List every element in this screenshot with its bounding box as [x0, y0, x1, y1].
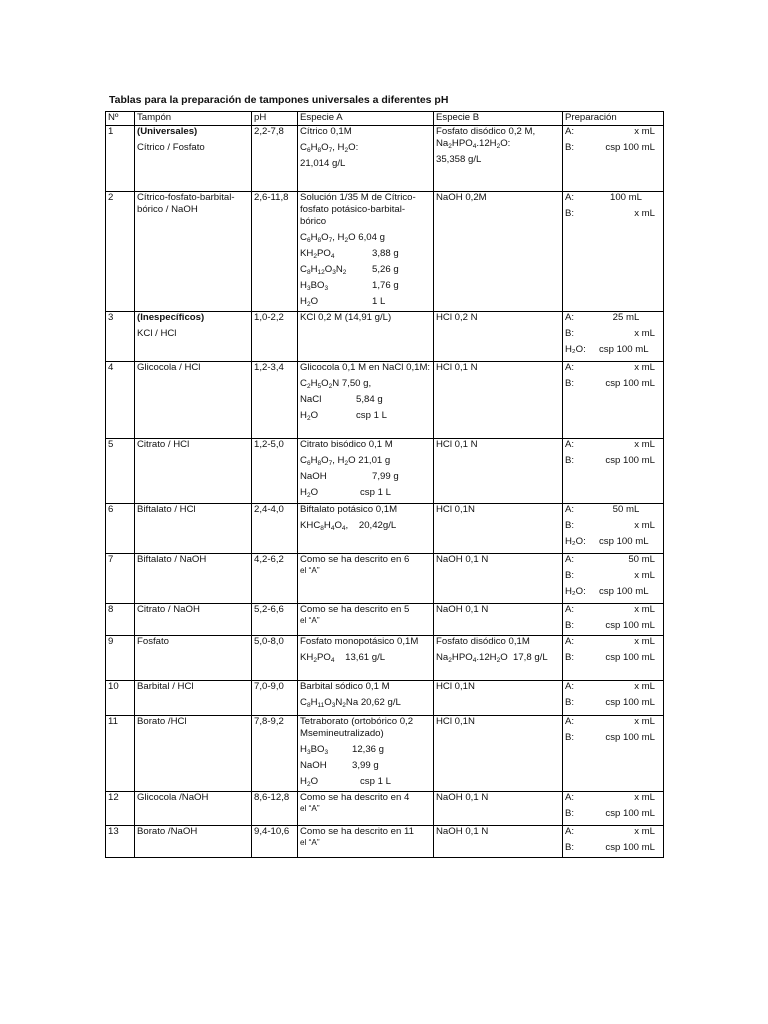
cell-preparacion: A: x mL B: csp 100 mL — [563, 604, 664, 636]
table-header-row — [106, 112, 664, 126]
cell-preparacion — [563, 192, 664, 312]
cell-preparacion: A: x mL B: csp 100 mL — [563, 636, 664, 681]
especie-b-line: 35,358 g/L — [436, 154, 482, 165]
cell-especie-a: Biftalato potásico 0,1M $KHC_8H_4O_4$, 20,42g/L — [298, 504, 434, 554]
cell-especie-b: NaOH 0,1 N — [434, 604, 563, 636]
tampon-name: Cítrico / Fosfato — [137, 142, 205, 153]
table-row — [106, 792, 664, 826]
cell-ph: 5,2-6,6 — [252, 604, 298, 636]
cell-tampon: Biftalato / HCl — [135, 504, 252, 554]
header-tampon: Tampón — [135, 112, 252, 126]
table-row — [106, 312, 664, 362]
table-row — [106, 504, 664, 554]
cell-especie-a: Citrato bisódico 0,1 M $C_6H_8O_7$, $H_2O$ 21,01 g NaOH 7,99 g $H_2O$ csp 1 L — [298, 439, 434, 504]
cell-especie-a: KCl 0,2 M (14,91 g/L) — [298, 312, 434, 362]
cell-tampon: Borato /NaOH — [135, 826, 252, 858]
cell-n: 6 — [106, 504, 135, 554]
cell-ph: 1,2-3,4 — [252, 362, 298, 439]
cell-ph: 9,4-10,6 — [252, 826, 298, 858]
prep-line-h2o: H₂O: csp 100 mL — [565, 344, 649, 355]
header-especie-b: Especie B — [434, 112, 563, 126]
cell-especie-a — [298, 126, 434, 192]
buffer-table — [105, 111, 664, 858]
cell-preparacion: A: x mL B: csp 100 mL — [563, 362, 664, 439]
cell-especie-a: Glicocola 0,1 M en NaCl 0,1M: $C_2H_5O_2N$ 7,50 g, NaCl 5,84 g $H_2O$ csp 1 L — [298, 362, 434, 439]
cell-especie-a: Como se ha descrito en 11 el “A” — [298, 826, 434, 858]
cell-tampon: Citrato / NaOH — [135, 604, 252, 636]
prep-line-a: A: 25 mL — [565, 312, 640, 323]
prep-line-b: B: csp 100 mL — [565, 142, 655, 153]
cell-preparacion: A: 50 mL B: x mL H₂O: csp 100 mL — [563, 554, 664, 604]
cell-preparacion: A: x mL B: csp 100 mL — [563, 439, 664, 504]
cell-n: 7 — [106, 554, 135, 604]
header-ph: pH — [252, 112, 298, 126]
especie-a-formula: $H_3BO_3$ 12,36 g — [300, 744, 385, 756]
cell-ph: 1,2-5,0 — [252, 439, 298, 504]
cell-especie-b: Fosfato disódico 0,1M $Na_2HPO_4.12H_2O$ 17,8 g/L — [434, 636, 563, 681]
cell-especie-b — [434, 126, 563, 192]
cell-n: 3 — [106, 312, 135, 362]
cell-preparacion: A: 50 mL B: x mL H₂O: csp 100 mL — [563, 504, 664, 554]
table-row — [106, 681, 664, 716]
cell-tampon: Fosfato — [135, 636, 252, 681]
especie-a-formula: $C_8H_{11}O_3N_2Na$ 20,62 g/L — [300, 697, 401, 709]
cell-tampon: Glicocola / HCl — [135, 362, 252, 439]
table-row — [106, 362, 664, 439]
cell-especie-a: Como se ha descrito en 6 el “A” — [298, 554, 434, 604]
especie-a-formula: $C_6H_8O_7$, $H_2O$ 6,04 g — [300, 232, 385, 244]
cell-n: 13 — [106, 826, 135, 858]
cell-especie-b: HCl 0,1 N — [434, 362, 563, 439]
especie-a-formula: $C_2H_5O_2N$ 7,50 g, — [300, 378, 372, 390]
cell-n: 1 — [106, 126, 135, 192]
especie-a-formula: $KHC_8H_4O_4$, 20,42g/L — [300, 520, 397, 532]
cell-preparacion — [563, 312, 664, 362]
cell-tampon: Cítrico-fosfato-barbital-bórico / NaOH — [135, 192, 252, 312]
cell-tampon: Biftalato / NaOH — [135, 554, 252, 604]
cell-ph: 2,4-4,0 — [252, 504, 298, 554]
cell-ph: 7,0-9,0 — [252, 681, 298, 716]
cell-especie-b: HCl 0,1N — [434, 504, 563, 554]
cell-especie-b: HCl 0,2 N — [434, 312, 563, 362]
table-row — [106, 826, 664, 858]
cell-tampon: Barbital / HCl — [135, 681, 252, 716]
cell-preparacion: A: x mL B: csp 100 mL — [563, 716, 664, 792]
especie-a-formula: $C_8H_{12}O_3N_2$ 5,26 g — [300, 264, 399, 276]
cell-ph: 7,8-9,2 — [252, 716, 298, 792]
cell-ph: 2,6-11,8 — [252, 192, 298, 312]
especie-a-formula: $H_3BO_3$ 1,76 g — [300, 280, 399, 292]
cell-especie-b: HCl 0,1N — [434, 681, 563, 716]
prep-line-a: A: 100 mL — [565, 192, 642, 203]
cell-preparacion: A: x mL B: csp 100 mL — [563, 826, 664, 858]
especie-b-formula: $Na_2HPO_4.12H_2O$: — [436, 138, 511, 150]
cell-especie-a: Como se ha descrito en 4 el “A” — [298, 792, 434, 826]
cell-especie-a: Barbital sódico 0,1 M $C_8H_{11}O_3N_2Na$ 20,62 g/L — [298, 681, 434, 716]
especie-a-formula: $C_6H_8O_7$, $H_2O$: — [300, 142, 359, 154]
cell-preparacion: A: x mL B: csp 100 mL — [563, 792, 664, 826]
table-row — [106, 192, 664, 312]
cell-n: 12 — [106, 792, 135, 826]
especie-a-line: Cítrico 0,1M — [300, 126, 352, 137]
cell-n: 10 — [106, 681, 135, 716]
cell-especie-a — [298, 192, 434, 312]
cell-n: 8 — [106, 604, 135, 636]
cell-especie-b: NaOH 0,1 N — [434, 792, 563, 826]
especie-a-line: 21,014 g/L — [300, 158, 346, 169]
cell-tampon: Borato /HCl — [135, 716, 252, 792]
cell-especie-b: HCl 0,1N — [434, 716, 563, 792]
cell-especie-a: Fosfato monopotásico 0,1M $KH_2PO_4$ 13,61 g/L — [298, 636, 434, 681]
prep-line-b: B: x mL — [565, 328, 655, 339]
cell-n: 2 — [106, 192, 135, 312]
cell-n: 5 — [106, 439, 135, 504]
cell-n: 4 — [106, 362, 135, 439]
table-row — [106, 604, 664, 636]
especie-a-line: Solución 1/35 M de Cítrico-fosfato potásico-barbital-bórico — [300, 192, 416, 227]
especie-a-formula: $H_2O$ 1 L — [300, 296, 386, 308]
especie-b-line: Fosfato disódico 0,2 M, — [436, 126, 536, 137]
cell-preparacion — [563, 126, 664, 192]
document-title: Tablas para la preparación de tampones universales a diferentes pH — [109, 94, 449, 106]
prep-line-b: B: x mL — [565, 208, 655, 219]
cell-especie-a: Tetraborato (ortobórico 0,2 Msemineutralizado) $H_3BO_3$ 12,36 g NaOH 3,99 g $H_2O$ csp 1 L — [298, 716, 434, 792]
cell-especie-b: HCl 0,1 N — [434, 439, 563, 504]
cell-ph: 8,6-12,8 — [252, 792, 298, 826]
cell-especie-b: NaOH 0,2M — [434, 192, 563, 312]
cell-n: 11 — [106, 716, 135, 792]
table-row — [106, 439, 664, 504]
cell-n: 9 — [106, 636, 135, 681]
cell-tampon: (Inespecíficos) KCl / HCl — [135, 312, 252, 362]
cell-ph: 5,0-8,0 — [252, 636, 298, 681]
especie-a-formula: $KH_2PO_4$ 3,88 g — [300, 248, 399, 260]
header-preparacion: Preparación — [563, 112, 664, 126]
cell-ph: 4,2-6,2 — [252, 554, 298, 604]
cell-especie-b: NaOH 0,1 N — [434, 826, 563, 858]
table-row — [106, 126, 664, 192]
cell-tampon — [135, 126, 252, 192]
header-n: Nº — [106, 112, 135, 126]
table-row — [106, 636, 664, 681]
cell-preparacion: A: x mL B: csp 100 mL — [563, 681, 664, 716]
especie-b-formula: $Na_2HPO_4.12H_2O$ 17,8 g/L — [436, 652, 548, 664]
cell-ph: 1,0-2,2 — [252, 312, 298, 362]
cell-especie-a: Como se ha descrito en 5 el “A” — [298, 604, 434, 636]
header-especie-a: Especie A — [298, 112, 434, 126]
cell-tampon: Citrato / HCl — [135, 439, 252, 504]
prep-line-a: A: x mL — [565, 126, 655, 137]
cell-ph: 2,2-7,8 — [252, 126, 298, 192]
cell-especie-b: NaOH 0,1 N — [434, 554, 563, 604]
cell-tampon: Glicocola /NaOH — [135, 792, 252, 826]
tampon-group: (Universales) — [137, 126, 198, 137]
especie-a-formula: $KH_2PO_4$ 13,61 g/L — [300, 652, 386, 664]
table-row — [106, 716, 664, 792]
table-row — [106, 554, 664, 604]
especie-a-formula: $C_6H_8O_7$, $H_2O$ 21,01 g — [300, 455, 391, 467]
